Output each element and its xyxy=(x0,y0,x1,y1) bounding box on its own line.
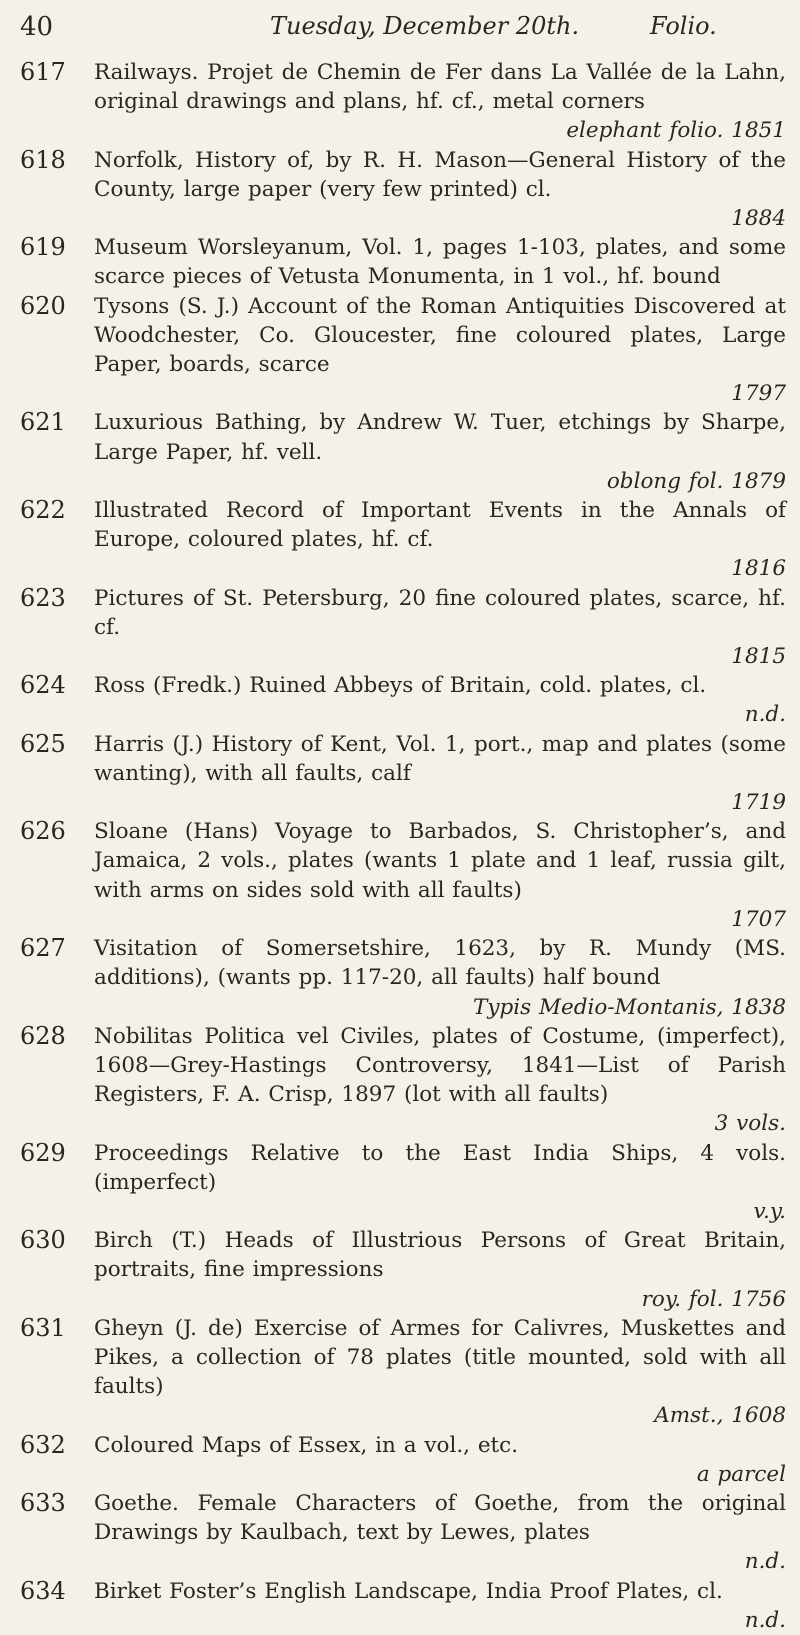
lot-description xyxy=(94,496,786,584)
lot-text: Birket Foster’s English Landscape, India Proof Plates, cl. xyxy=(94,1578,723,1604)
lot-entry xyxy=(0,496,800,584)
lot-description xyxy=(94,1139,786,1227)
lot-imprint: v.y. xyxy=(753,1198,786,1224)
section-label: Folio. xyxy=(650,12,717,40)
lot-text: Norfolk, History of, by R. H. Mason—General History of the County, large paper (very few printed) cl. xyxy=(94,147,786,202)
lot-imprint: 1797 xyxy=(731,381,786,407)
lot-description xyxy=(94,1314,786,1431)
lot-text: Museum Worsleyanum, Vol. 1, pages 1-103, plates, and some scarce pieces of Vetusta Monumenta, in 1 vol., hf. bound xyxy=(94,235,786,290)
lot-text: Tysons (S. J.) Account of the Roman Antiquities Discovered at Woodchester, Co. Gloucester, fine coloured plates, Large Paper, boards, scarce xyxy=(94,293,786,378)
lot-entry xyxy=(0,146,800,234)
lot-entry xyxy=(0,292,800,409)
lot-text: Ross (Fredk.) Ruined Abbeys of Britain, cold. plates, cl. xyxy=(94,673,707,699)
lot-imprint: oblong fol. 1879 xyxy=(606,468,786,494)
lot-number: 623 xyxy=(20,583,66,612)
page-header xyxy=(0,6,800,46)
lot-imprint: 1707 xyxy=(731,906,786,932)
lot-description xyxy=(94,292,786,409)
lot-number: 630 xyxy=(20,1226,66,1255)
lot-description xyxy=(94,1577,786,1635)
lot-entry xyxy=(0,730,800,818)
lot-imprint: Amst., 1608 xyxy=(654,1403,786,1429)
lot-list xyxy=(0,58,800,1635)
lot-entry xyxy=(0,58,800,146)
lot-imprint: 3 vols. xyxy=(714,1111,786,1137)
lot-description xyxy=(94,730,786,818)
lot-number: 628 xyxy=(20,1021,66,1050)
lot-description xyxy=(94,1431,786,1489)
lot-entry xyxy=(0,1577,800,1635)
lot-text: Pictures of St. Petersburg, 20 fine coloured plates, scarce, hf. cf. xyxy=(94,585,786,640)
lot-description xyxy=(94,233,786,291)
sale-date: Tuesday, December 20th. xyxy=(270,12,580,40)
lot-description xyxy=(94,584,786,672)
lot-text: Sloane (Hans) Voyage to Barbados, S. Christopher’s, and Jamaica, 2 vols., plates (wants 1 plate and 1 leaf, russia gilt, with arms on sides sold with all faults) xyxy=(94,819,786,903)
lot-number: 621 xyxy=(20,408,66,437)
lot-description xyxy=(94,1022,786,1139)
lot-imprint: elephant folio. 1851 xyxy=(566,118,786,144)
lot-number: 624 xyxy=(20,671,66,700)
lot-imprint: a parcel xyxy=(696,1461,786,1487)
lot-imprint: 1719 xyxy=(731,790,786,816)
lot-imprint: 1816 xyxy=(731,556,786,582)
lot-text: Nobilitas Politica vel Civiles, plates of Costume, (imperfect), 1608—Grey-Hastings Controversy, 1841—List of Parish Registers, F. A. Crisp, 1897 (lot with all faults) xyxy=(94,1023,786,1108)
lot-imprint: roy. fol. 1756 xyxy=(641,1286,786,1312)
lot-text: Proceedings Relative to the East India Ships, 4 vols. (imperfect) xyxy=(94,1140,786,1195)
page-number: 40 xyxy=(20,12,54,42)
lot-number: 619 xyxy=(20,233,66,262)
lot-text: Railways. Projet de Chemin de Fer dans La Vallée de la Lahn, original drawings and plans, hf. cf., metal corners xyxy=(94,60,786,115)
lot-entry xyxy=(0,817,800,934)
lot-entry xyxy=(0,1489,800,1577)
lot-description xyxy=(94,146,786,234)
lot-number: 622 xyxy=(20,496,66,525)
lot-number: 629 xyxy=(20,1138,66,1167)
lot-description xyxy=(94,58,786,146)
lot-entry xyxy=(0,233,800,291)
lot-entry xyxy=(0,1139,800,1227)
lot-entry xyxy=(0,1226,800,1314)
lot-number: 632 xyxy=(20,1430,66,1459)
lot-description xyxy=(94,671,786,729)
lot-text: Harris (J.) History of Kent, Vol. 1, port., map and plates (some wanting), with all faults, calf xyxy=(94,731,786,786)
lot-imprint: 1815 xyxy=(731,644,786,670)
lot-imprint: Typis Medio-Montanis, 1838 xyxy=(473,994,786,1020)
lot-number: 627 xyxy=(20,934,66,963)
lot-number: 617 xyxy=(20,58,66,86)
lot-entry xyxy=(0,1314,800,1431)
lot-description xyxy=(94,1226,786,1314)
lot-text: Goethe. Female Characters of Goethe, from the original Drawings by Kaulbach, text by Lewes, plates xyxy=(94,1490,786,1546)
lot-number: 620 xyxy=(20,291,66,320)
lot-description xyxy=(94,934,786,1022)
lot-number: 631 xyxy=(20,1313,66,1342)
lot-text: Gheyn (J. de) Exercise of Armes for Calivres, Muskettes and Pikes, a collection of 78 plates (title mounted, sold with all faults) xyxy=(94,1315,786,1400)
lot-imprint: n.d. xyxy=(744,1549,786,1575)
lot-text: Visitation of Somersetshire, 1623, by R. Mundy (MS. additions), (wants pp. 117-20, all faults) half bound xyxy=(94,936,786,991)
lot-number: 626 xyxy=(20,817,66,846)
lot-entry xyxy=(0,934,800,1022)
lot-number: 618 xyxy=(20,145,66,174)
lot-entry xyxy=(0,408,800,496)
lot-entry xyxy=(0,584,800,672)
lot-text: Illustrated Record of Important Events in the Annals of Europe, coloured plates, hf. cf. xyxy=(94,498,786,553)
lot-number: 625 xyxy=(20,729,66,758)
lot-description xyxy=(94,817,786,934)
lot-imprint: 1884 xyxy=(731,206,786,232)
lot-text: Luxurious Bathing, by Andrew W. Tuer, etchings by Sharpe, Large Paper, hf. vell. xyxy=(94,410,786,465)
lot-entry xyxy=(0,1022,800,1139)
lot-entry xyxy=(0,671,800,729)
lot-number: 633 xyxy=(20,1488,66,1517)
lot-imprint: n.d. xyxy=(744,1607,786,1633)
lot-number: 634 xyxy=(20,1576,66,1605)
lot-description xyxy=(94,1489,786,1577)
lot-text: Coloured Maps of Essex, in a vol., etc. xyxy=(94,1432,519,1458)
lot-description xyxy=(94,408,786,496)
lot-imprint: n.d. xyxy=(744,702,786,728)
lot-entry xyxy=(0,1431,800,1489)
lot-text: Birch (T.) Heads of Illustrious Persons of Great Britain, portraits, fine impressions xyxy=(94,1228,786,1283)
